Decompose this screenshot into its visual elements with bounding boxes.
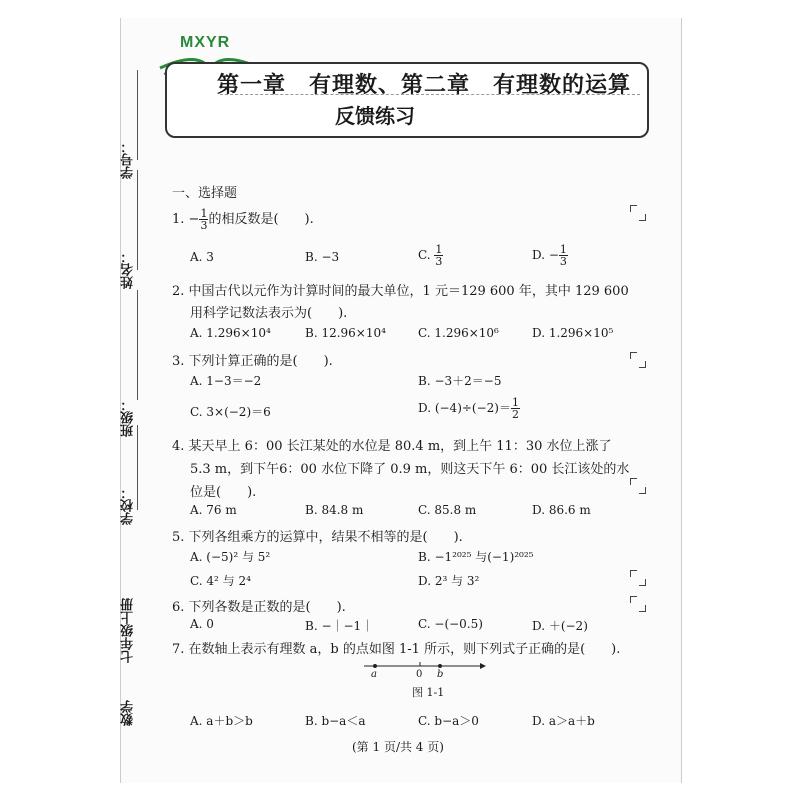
question-3-option-c[interactable]: C. 3×(−2)＝6 [190, 405, 271, 419]
question-7-option-b[interactable]: B. b−a＜a [305, 714, 366, 728]
question-4-option-b[interactable]: B. 84.8 m [305, 503, 364, 517]
axis-label-zero: 0 [416, 669, 423, 680]
question-1-option-d[interactable]: D. − $\frac{1}{3}$ [532, 243, 567, 268]
question-2-line-2: 用科学记数法表示为( ). [190, 306, 348, 321]
question-1-stem: 1. − $\frac{1}{3}$ 的相反数是( ). [172, 207, 314, 232]
question-2-option-a[interactable]: A. 1.296×10⁴ [190, 326, 271, 340]
class-label: 班级： [120, 398, 135, 437]
question-2-option-b[interactable]: B. 12.96×10⁴ [305, 326, 386, 340]
page-subtitle: 反馈练习 [335, 104, 415, 128]
question-3-stem: 3. 下列计算正确的是( ). [172, 354, 333, 369]
answer-bracket[interactable] [630, 205, 646, 221]
question-6-option-a[interactable]: A. 0 [190, 617, 214, 631]
question-5-option-b[interactable]: B. −1²⁰²⁵ 与(−1)²⁰²⁵ [418, 550, 534, 564]
page-title: 第一章 有理数、第二章 有理数的运算 [217, 72, 632, 98]
page-footer: (第 1 页/共 4 页) [352, 740, 444, 754]
name-line [137, 170, 138, 270]
student-no-label: 学号： [120, 140, 135, 179]
question-5-stem: 5. 下列各组乘方的运算中，结果不相等的是( ). [172, 530, 463, 545]
student-no-line [137, 70, 138, 160]
question-2-option-c[interactable]: C. 1.296×10⁶ [418, 326, 499, 340]
question-4-option-d[interactable]: D. 86.6 m [532, 503, 591, 517]
figure-caption: 图 1-1 [412, 686, 445, 699]
name-label: 姓名： [120, 250, 135, 289]
number-line-figure [360, 657, 490, 687]
answer-bracket[interactable] [630, 478, 646, 494]
axis-label-b: b [437, 669, 444, 680]
answer-bracket[interactable] [630, 570, 646, 586]
question-5-option-a[interactable]: A. (−5)² 与 5² [190, 550, 271, 564]
question-2-option-d[interactable]: D. 1.296×10⁵ [532, 326, 614, 340]
question-4-line-3: 位是( ). [190, 485, 257, 500]
question-4-line-2: 5.3 m，到下午6：00 水位下降了 0.9 m，则这天下午 6：00 长江该处的水 [190, 462, 630, 477]
logo-brand: MXYR [180, 34, 231, 51]
question-1-option-c[interactable]: C. $\frac{1}{3}$ [418, 243, 443, 268]
question-6-option-b[interactable]: B. −｜−1｜ [305, 619, 374, 633]
question-7-option-a[interactable]: A. a＋b＞b [190, 714, 253, 728]
school-line [137, 425, 138, 510]
question-3-option-d[interactable]: D. (−4)÷(−2)＝ $\frac{1}{2}$ [418, 396, 519, 421]
grade-label: 七年级上册 [120, 598, 135, 663]
answer-bracket[interactable] [630, 596, 646, 612]
question-3-option-a[interactable]: A. 1−3＝−2 [190, 374, 262, 388]
question-7-option-c[interactable]: C. b−a＞0 [418, 714, 479, 728]
question-5-option-c[interactable]: C. 4² 与 2⁴ [190, 574, 251, 588]
class-line [137, 290, 138, 400]
question-4-option-a[interactable]: A. 76 m [190, 503, 237, 517]
question-2-line-1: 2. 中国古代以元作为计算时间的最大单位，1 元＝129 600 年，其中 129 600 [172, 284, 629, 299]
axis-label-a: a [371, 669, 377, 680]
question-6-stem: 6. 下列各数是正数的是( ). [172, 600, 346, 615]
question-1-option-a[interactable]: A. 3 [190, 250, 214, 264]
question-7-option-d[interactable]: D. a＞a＋b [532, 714, 595, 728]
answer-bracket[interactable] [630, 352, 646, 368]
question-5-option-d[interactable]: D. 2³ 与 3² [418, 574, 480, 588]
section-title: 一、选择题 [172, 185, 238, 200]
question-6-option-c[interactable]: C. −(−0.5) [418, 617, 483, 631]
question-4-line-1: 4. 某天早上 6：00 长江某处的水位是 80.4 m，到上午 11：30 水位上涨了 [172, 439, 612, 454]
question-6-option-d[interactable]: D. ＋(−2) [532, 619, 588, 633]
question-4-option-c[interactable]: C. 85.8 m [418, 503, 477, 517]
subject-label: 数学 [120, 700, 135, 726]
fraction: $\frac{1}{3}$ [200, 207, 208, 232]
question-1-option-b[interactable]: B. −3 [305, 250, 340, 264]
school-label: 学校： [120, 486, 135, 525]
question-7-stem: 7. 在数轴上表示有理数 a，b 的点如图 1-1 所示，则下列式子正确的是( ). [172, 642, 621, 657]
question-3-option-b[interactable]: B. −3＋2＝−5 [418, 374, 502, 388]
